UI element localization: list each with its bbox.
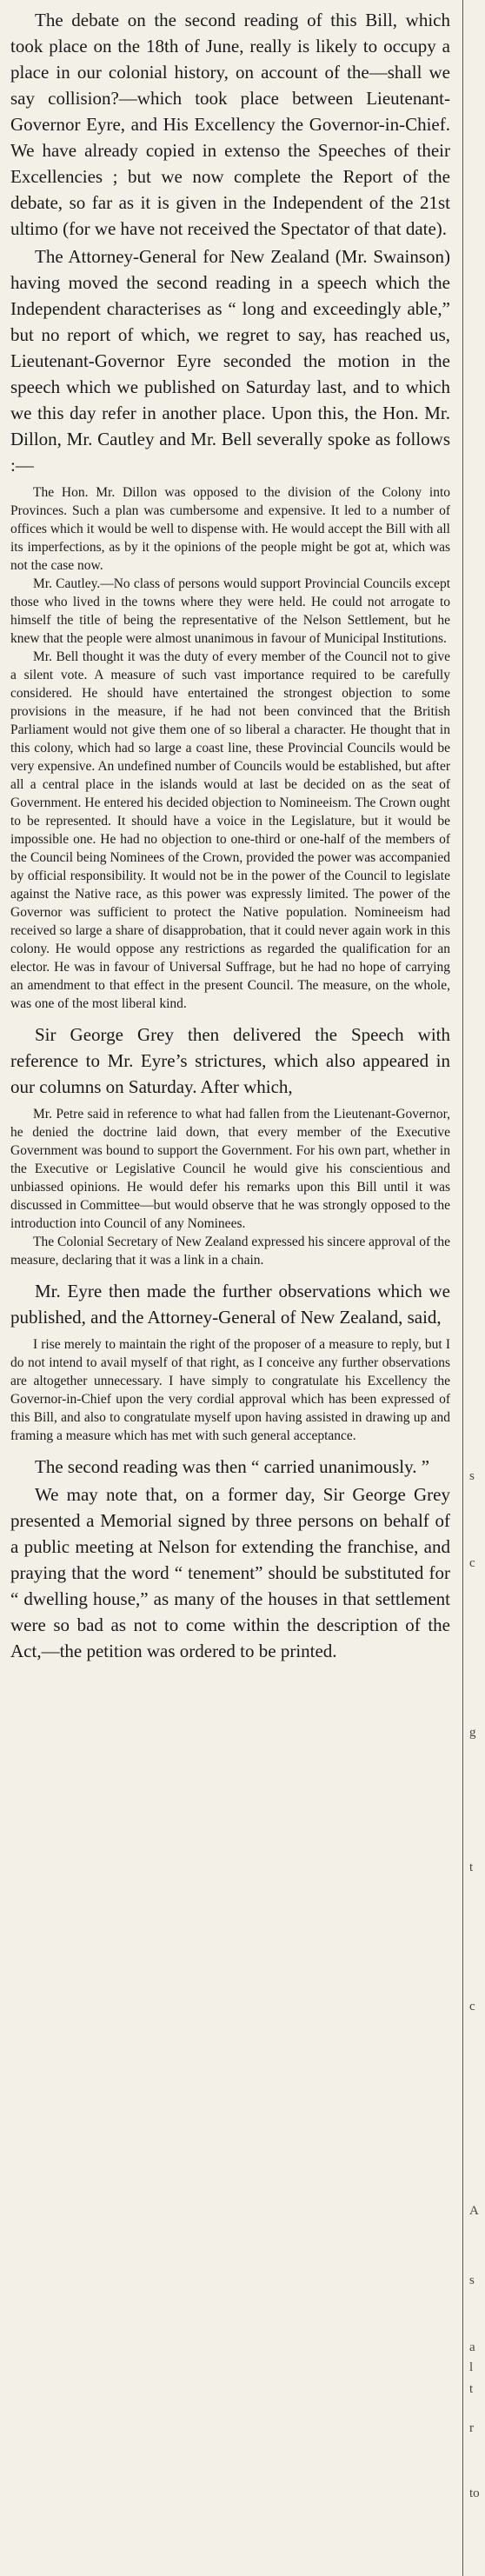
edge-fragment: l	[469, 2360, 474, 2374]
paragraph-bell-speech: Mr. Bell thought it was the duty of every member of the Council not to give a silent vote. A measure of such vast importance required to be carefully considered. He should have entertained the strongest objection to some provisions in the measure, if he had not been convinced that the British Parliament would not give them one of so liberal a character. He thought that in this colony, which had so large a coast line, these Provincial Councils would be very expensive. An undefined number of Councils would be established, but after all a central place in the islands would at last be decided on as the seat of Government. He entered his decided objection to Nomineeism. The Crown ought to be represented. It should have a voice in the Legislature, but it would be impossible one. He had no objection to one-third or one-half of the members of the Council being Nominees of the Crown, provided the power was accompanied by official responsibility. It would not be in the power of the Council to legislate against the Native race, as this power was expressly limited. The power of the Governor was sufficient to protect the Native population. Nomineeism had received so large a share of disapprobation, that it could never again work in this colony. He would oppose any restrictions as regarded the qualification for an elector. He was in favour of Universal Suffrage, but he had no hope of carrying an amendment to that effect in the present Council. The measure, on the whole, was one of the most liberal kind.	[10, 649, 450, 1011]
edge-fragment: r	[469, 2421, 474, 2435]
paragraph-eyre-observations: Mr. Eyre then made the further observations which we published, and the Attorney-General of New Zealand, said,	[10, 1281, 450, 1328]
edge-fragment: t	[469, 2382, 474, 2396]
edge-fragment: s	[469, 2273, 475, 2287]
paragraph-petre-speech: Mr. Petre said in reference to what had fallen from the Lieutenant-Governor, he denied the doctrine laid down, that every member of the Executive Government was bound to support the Government. For his own part, whether in the Executive or Legislative Council he would give his conscientious and unbiassed opinions. He would defer his remarks upon this Bill until it was discussed in Committee—but would observe that he was strongly opposed to the introduction into Council of any Nominees.	[10, 1107, 450, 1231]
paragraph-intro: The debate on the second reading of this Bill, which took place on the 18th of June, really is likely to occupy a place in our colonial history, on account of the—shall we say collision?—which took place between Lieutenant-Governor Eyre, and His Excellency the Governor-in-Chief. We have already copied in extenso the Speeches of their Excellencies ; but we now complete the Report of the debate, so far as it is given in the Independent of the 21st ultimo (for we have not received the Spectator of that date).	[10, 10, 450, 239]
edge-fragment: g	[469, 1726, 476, 1740]
edge-fragment: c	[469, 1556, 475, 1570]
edge-fragment: t	[469, 1860, 474, 1874]
edge-fragment: a	[469, 2340, 475, 2354]
edge-fragment: A	[469, 2204, 479, 2218]
edge-fragment: to	[469, 2486, 480, 2500]
adjacent-column-fragments	[466, 0, 485, 2576]
paragraph-attorney-general-reply: I rise merely to maintain the right of the proposer of a measure to reply, but I do not intend to avail myself of that right, as I conceive any further observations are altogether unnecessary. I have simply to congratulate his Excellency the Governor-in-Chief upon the very cordial approval which has been expressed of this Bill, and also to congratulate myself upon having assisted in drawing up and framing a measure which has met with such general acceptance.	[10, 1337, 450, 1443]
edge-fragment: c	[469, 2000, 475, 2014]
paragraph-second-reading-result: The second reading was then “ carried unanimously. ”	[35, 1456, 430, 1477]
paragraph-cautley-speech: Mr. Cautley.—No class of persons would support Provincial Councils except those who lived in the towns where they were held. He could not arrogate to himself the title of being the representative of the Nelson Settlement, but he knew that the people were almost unanimous in favour of Municipal Institutions.	[10, 576, 450, 646]
paragraph-attorney-general-motion: The Attorney-General for New Zealand (Mr. Swainson) having moved the second reading in a speech which the Independent characterises as “ long and exceedingly able,” but no report of which, we regret to say, has reached us, Lieutenant-Governor Eyre seconded the motion in the speech which we published on Saturday last, and to which we this day refer in another place. Upon this, the Hon. Mr. Dillon, Mr. Cautley and Mr. Bell severally spoke as follows :—	[10, 246, 450, 476]
paragraph-grey-speech: Sir George Grey then delivered the Speech with reference to Mr. Eyre’s strictures, which also appeared in our columns on Saturday. After which,	[10, 1024, 450, 1097]
paragraph-nelson-memorial: We may note that, on a former day, Sir George Grey presented a Memorial signed by three persons on behalf of a public meeting at Nelson for extending the franchise, and praying that the word “ tenement” should be substituted for “ dwelling house,” as many of the houses in that settlement were so bad as not to come within the description of the Act,—the petition was ordered to be printed.	[10, 1484, 450, 1661]
edge-fragment: s	[469, 1469, 475, 1483]
paragraph-colonial-secretary: The Colonial Secretary of New Zealand expressed his sincere approval of the measure, declaring that it was a link in a chain.	[10, 1235, 450, 1268]
column-divider	[462, 0, 463, 2576]
paragraph-dillon-speech: The Hon. Mr. Dillon was opposed to the division of the Colony into Provinces. Such a plan was cumbersome and expensive. It led to a number of offices which it would be well to dispense with. He would accept the Bill with all its imperfections, as by it the opinions of the people might be got at, which was not the case now.	[10, 485, 450, 573]
